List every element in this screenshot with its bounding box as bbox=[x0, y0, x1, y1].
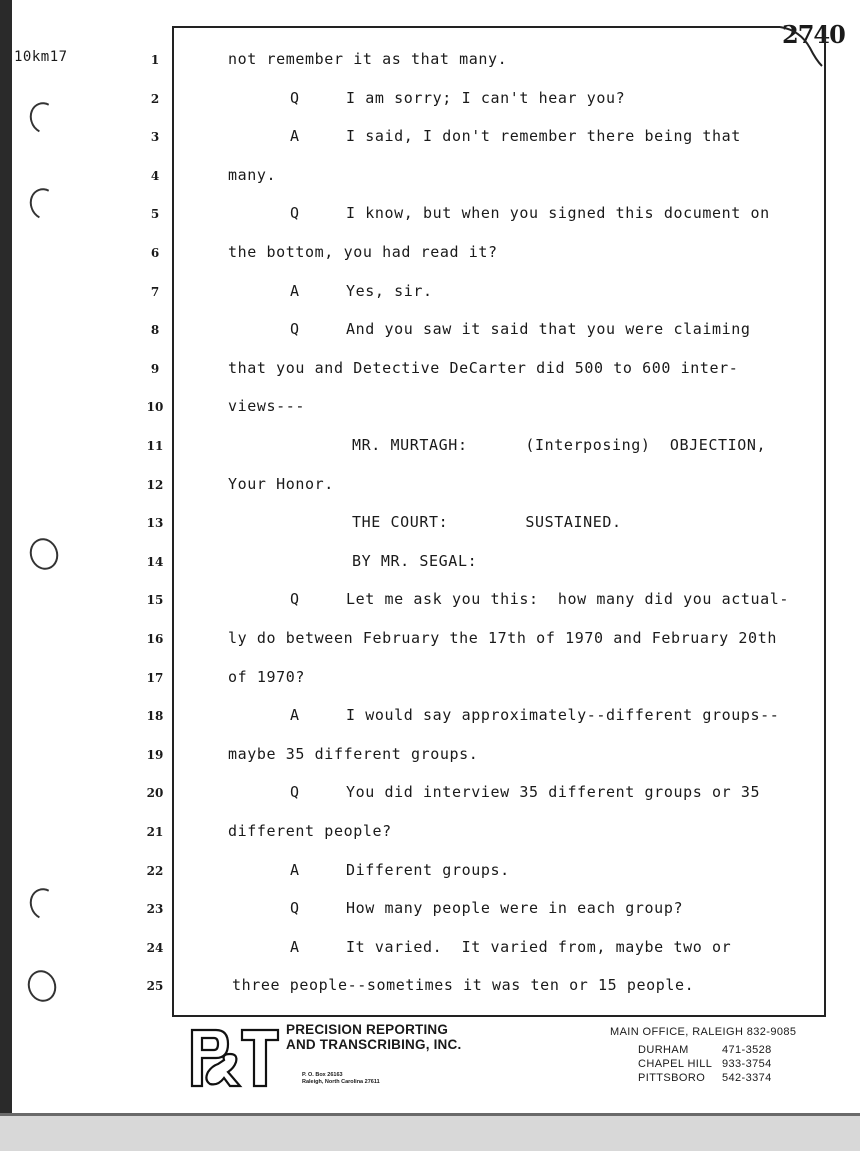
office-row bbox=[610, 1057, 810, 1071]
transcript-text: not remember it as that many. bbox=[228, 50, 508, 68]
line-number: 6 bbox=[150, 246, 160, 260]
transcript-text: that you and Detective DeCarter did 500 to 600 inter- bbox=[228, 358, 739, 377]
line-number: 9 bbox=[150, 361, 160, 376]
speaker-label: A bbox=[290, 937, 300, 956]
transcript-line bbox=[228, 89, 625, 107]
office-phone: 933-3754 bbox=[722, 1058, 772, 1070]
line-number: 11 bbox=[146, 439, 164, 453]
transcript-line bbox=[228, 822, 392, 840]
page-id: 10km17 bbox=[14, 49, 68, 65]
line-number: 23 bbox=[146, 902, 164, 917]
transcript-line bbox=[228, 166, 276, 184]
speaker-label: Q bbox=[290, 899, 300, 918]
transcript-line bbox=[228, 320, 751, 338]
transcript-text: I am sorry; I can't hear you? bbox=[346, 88, 626, 107]
speaker-label: A bbox=[290, 127, 300, 146]
speaker-label: A bbox=[290, 860, 300, 879]
transcript-text: many. bbox=[228, 165, 277, 184]
transcript-text: of 1970? bbox=[228, 667, 306, 686]
transcript-line bbox=[228, 629, 777, 647]
punch-hole-2 bbox=[25, 184, 62, 224]
punch-hole-4 bbox=[25, 884, 62, 924]
line-number: 5 bbox=[150, 207, 160, 222]
transcript-text: It varied. It varied from, maybe two or bbox=[346, 937, 732, 956]
line-number: 8 bbox=[150, 323, 160, 338]
transcript-text: Let me ask you this: how many did you actual- bbox=[346, 590, 790, 609]
line-number: 1 bbox=[150, 53, 160, 67]
transcript-line bbox=[228, 861, 510, 879]
speaker-label: Q bbox=[290, 204, 300, 223]
transcript-line bbox=[228, 552, 477, 570]
transcript-line bbox=[228, 359, 738, 377]
transcript-text: How many people were in each group? bbox=[346, 899, 684, 918]
speaker-label: Q bbox=[290, 783, 300, 802]
binding-edge bbox=[0, 0, 12, 1151]
transcript-text: You did interview 35 different groups or 35 bbox=[346, 783, 761, 802]
main-office: MAIN OFFICE, RALEIGH 832-9085 bbox=[610, 1026, 797, 1038]
transcript-text: I would say approximately--different groups-- bbox=[346, 706, 780, 725]
line-number: 12 bbox=[146, 477, 164, 492]
transcript-line bbox=[228, 590, 789, 608]
office-phone: 542-3374 bbox=[722, 1072, 772, 1084]
company-line-2: AND TRANSCRIBING, INC. bbox=[286, 1037, 462, 1052]
transcript-text: THE COURT: SUSTAINED. bbox=[352, 513, 622, 532]
transcript-text: And you saw it said that you were claiming bbox=[346, 320, 751, 339]
office-list bbox=[610, 1026, 810, 1085]
transcript-text: I said, I don't remember there being that bbox=[346, 127, 741, 146]
line-number: 21 bbox=[146, 825, 164, 839]
speaker-label: Q bbox=[290, 88, 300, 107]
punch-hole-3 bbox=[25, 534, 62, 574]
transcript-line bbox=[228, 899, 683, 917]
line-number: 25 bbox=[146, 979, 164, 994]
company-address bbox=[302, 1072, 380, 1086]
speaker-label: A bbox=[290, 706, 300, 725]
line-number: 20 bbox=[146, 786, 164, 801]
company-name bbox=[286, 1022, 461, 1052]
scan-bottom-edge bbox=[0, 1113, 860, 1151]
transcript-text: ly do between February the 17th of 1970 and February 20th bbox=[228, 629, 777, 647]
line-number: 10 bbox=[146, 400, 164, 415]
transcript-line bbox=[228, 938, 731, 956]
transcript-text: different people? bbox=[228, 822, 392, 840]
transcript-line bbox=[228, 204, 770, 222]
line-number: 13 bbox=[146, 516, 164, 531]
transcript-line bbox=[228, 127, 741, 145]
page-number: 2740 bbox=[782, 20, 845, 49]
office-city: CHAPEL HILL bbox=[638, 1058, 713, 1070]
transcript-line bbox=[228, 436, 766, 454]
company-logo bbox=[188, 1024, 282, 1090]
transcript-line bbox=[228, 513, 622, 531]
punch-hole-5 bbox=[23, 966, 60, 1006]
transcript-text: three people--sometimes it was ten or 15 people. bbox=[232, 976, 695, 995]
address-line-1: P. O. Box 26163 bbox=[302, 1072, 343, 1078]
transcript-frame-top bbox=[172, 26, 780, 28]
corner-fold-icon bbox=[780, 26, 824, 68]
transcript-line bbox=[228, 668, 305, 686]
line-number: 15 bbox=[146, 593, 164, 608]
transcript-text: Yes, sir. bbox=[346, 281, 433, 300]
transcript-line bbox=[228, 475, 334, 493]
transcript-line bbox=[228, 397, 305, 415]
transcript-text: I know, but when you signed this document on bbox=[346, 204, 770, 223]
transcript-line bbox=[228, 243, 498, 261]
address-line-2: Raleigh, North Carolina 27611 bbox=[302, 1079, 380, 1085]
punch-hole-1 bbox=[25, 98, 62, 138]
transcript-line bbox=[232, 976, 694, 994]
office-city: DURHAM bbox=[638, 1044, 689, 1056]
speaker-label: Q bbox=[290, 320, 300, 339]
line-number: 17 bbox=[146, 670, 164, 685]
transcript-text: Your Honor. bbox=[228, 474, 334, 493]
speaker-label: A bbox=[290, 281, 300, 300]
company-line-1: PRECISION REPORTING bbox=[286, 1022, 449, 1037]
transcript-line bbox=[228, 282, 433, 300]
transcript-line bbox=[228, 706, 779, 724]
transcript-text: maybe 35 different groups. bbox=[228, 744, 479, 763]
transcript-text: the bottom, you had read it? bbox=[228, 243, 498, 261]
line-number: 18 bbox=[146, 709, 164, 724]
speaker-label: Q bbox=[290, 590, 300, 609]
transcript-line bbox=[228, 783, 760, 801]
line-number: 3 bbox=[150, 130, 160, 145]
transcript-line bbox=[228, 50, 507, 68]
line-number: 4 bbox=[150, 168, 160, 183]
transcript-text: MR. MURTAGH: (Interposing) OBJECTION, bbox=[352, 436, 767, 454]
transcript-line bbox=[228, 745, 478, 763]
office-row bbox=[610, 1043, 810, 1057]
line-number: 16 bbox=[146, 632, 164, 646]
transcript-text: Different groups. bbox=[346, 860, 510, 879]
logo-text: P&T bbox=[235, 1090, 237, 1091]
line-number: 24 bbox=[146, 940, 164, 955]
line-number: 2 bbox=[150, 91, 160, 106]
line-number: 7 bbox=[150, 284, 160, 299]
transcript-text: views--- bbox=[228, 397, 306, 416]
line-number: 22 bbox=[146, 863, 164, 878]
office-row bbox=[610, 1071, 810, 1085]
office-city: PITTSBORO bbox=[638, 1072, 706, 1084]
office-phone: 471-3528 bbox=[722, 1044, 772, 1056]
transcript-text: BY MR. SEGAL: bbox=[352, 551, 478, 570]
line-number: 14 bbox=[146, 554, 164, 569]
line-number: 19 bbox=[146, 747, 164, 762]
